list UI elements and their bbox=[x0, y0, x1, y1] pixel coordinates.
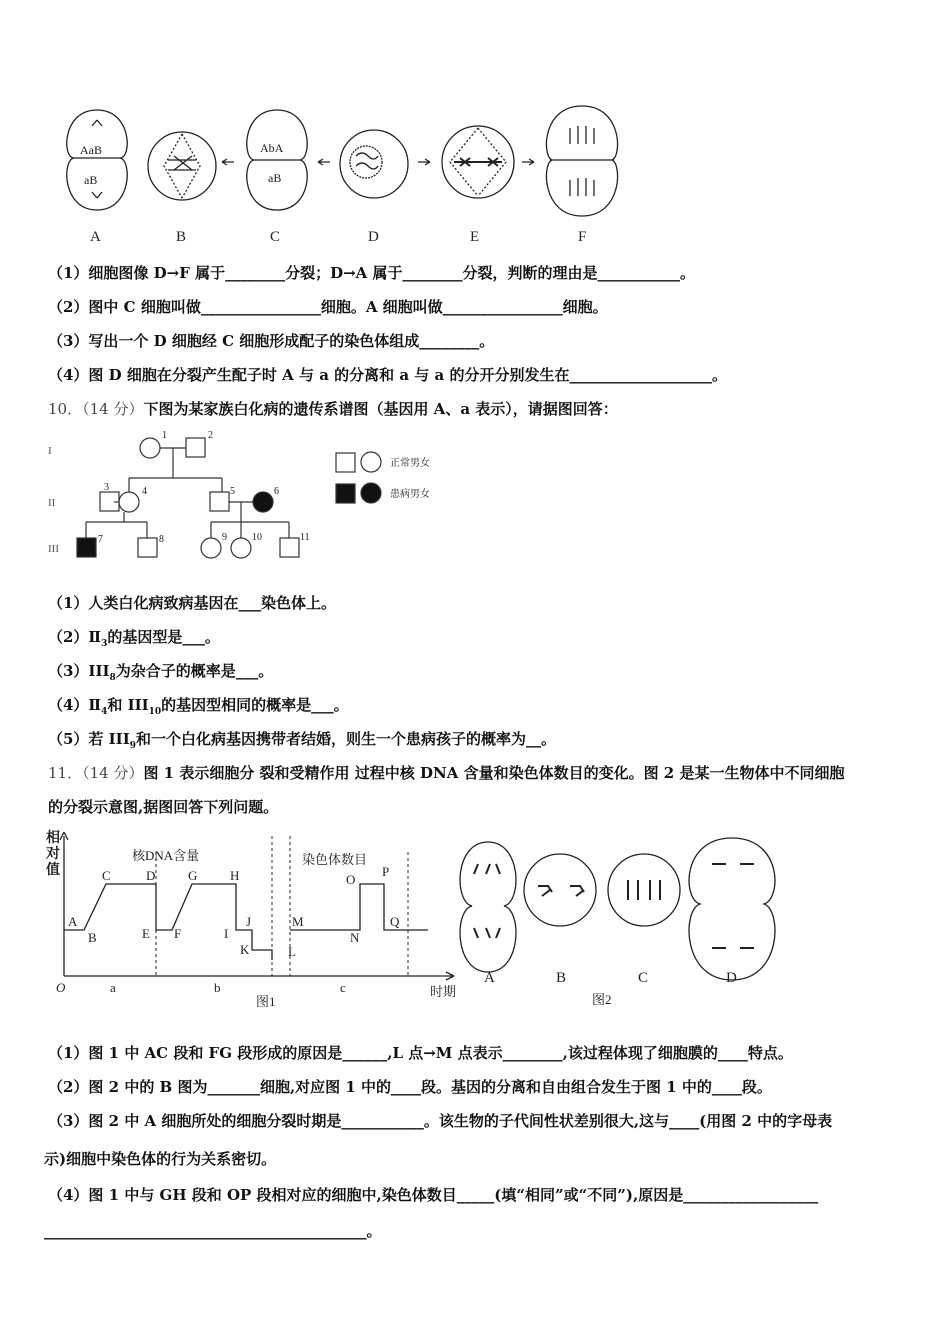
q11-title-2: 的分裂示意图,据图回答下列问题。 bbox=[48, 798, 279, 816]
pt-k: K bbox=[240, 942, 250, 957]
pt-g: G bbox=[188, 868, 198, 883]
cell-b bbox=[148, 132, 216, 200]
ind-8: 8 bbox=[159, 534, 164, 545]
q11-score: （14 分） bbox=[82, 764, 144, 782]
fig2-label-d: D bbox=[726, 970, 737, 986]
fig2-label-a: A bbox=[484, 970, 495, 986]
pt-b: B bbox=[88, 930, 97, 945]
q9-item-2: （2）图中 C 细胞叫做________________细胞。A 细胞叫做________________细胞。 bbox=[48, 298, 608, 316]
pt-m: M bbox=[292, 914, 304, 929]
pt-q: Q bbox=[390, 914, 400, 929]
cell-c-bottom-genes: aB bbox=[268, 171, 282, 185]
q11-heading bbox=[48, 762, 844, 783]
cell-label-d: D bbox=[368, 229, 379, 245]
q10-item-3-b: 为杂合子的概率是___。 bbox=[115, 662, 274, 680]
cell-f bbox=[546, 106, 617, 216]
section-a: a bbox=[110, 980, 116, 995]
q10-item-2-b: 的基因型是___。 bbox=[107, 628, 220, 646]
pt-a: A bbox=[68, 914, 78, 929]
q11-item-4-cont: ___________________________________________。 bbox=[44, 1222, 382, 1240]
pt-c: C bbox=[102, 868, 111, 883]
y-label-3: 值 bbox=[46, 863, 60, 878]
cell-d bbox=[340, 130, 408, 198]
fig2-cells bbox=[452, 832, 786, 1012]
ind-3: 3 bbox=[104, 482, 109, 493]
q10-number: 10． bbox=[48, 400, 83, 418]
cell-a-bottom-genes: aB bbox=[84, 173, 98, 187]
ind-2: 2 bbox=[208, 430, 213, 441]
pt-n: N bbox=[350, 930, 360, 945]
ind-10: 10 bbox=[252, 532, 262, 543]
section-c: c bbox=[340, 980, 346, 995]
q10-item-4 bbox=[48, 694, 349, 717]
fig2-label-c: C bbox=[638, 970, 649, 986]
y-label-2: 对 bbox=[46, 847, 60, 862]
q11-title: 图 1 表示细胞分 裂和受精作用 过程中核 DNA 含量和染色体数目的变化。图 2 是某一生物体中不同细胞 bbox=[143, 764, 845, 782]
q9-item-1: （1）细胞图像 D→F 属于________分裂；D→A 属于________分裂，判断的理由是___________。 bbox=[48, 264, 696, 282]
legend-normal: 正常男女 bbox=[390, 458, 430, 469]
ind-4: 4 bbox=[142, 486, 147, 497]
fig2-label-b: B bbox=[556, 970, 567, 986]
q11-item-1: （1）图 1 中 AC 段和 FG 段形成的原因是______,L 点→M 点表示________,该过程体现了细胞膜的____特点。 bbox=[48, 1044, 793, 1062]
ind-11: 11 bbox=[300, 532, 310, 543]
q11-item-3: （3）图 2 中 A 细胞所处的细胞分裂时期是___________。该生物的子代间性状差别很大,这与____(用图 2 中的字母表 bbox=[48, 1112, 833, 1130]
q10-item-3 bbox=[48, 660, 273, 683]
gen-label-2: II bbox=[48, 497, 56, 509]
q10-title: 下图为某家族白化病的遗传系谱图（基因用 A、a 表示），请据图回答： bbox=[143, 400, 618, 418]
cell-c bbox=[247, 110, 307, 210]
q10-item-5-a: （5）若 III bbox=[48, 730, 130, 748]
chrom-label: 染色体数目 bbox=[302, 852, 368, 867]
dna-label: 核DNA含量 bbox=[132, 848, 200, 863]
cell-a bbox=[67, 110, 127, 210]
cell-label-e: E bbox=[470, 229, 480, 245]
cell-division-figure bbox=[52, 98, 632, 248]
section-b: b bbox=[214, 980, 221, 995]
pt-p: P bbox=[382, 864, 390, 879]
q10-item-5 bbox=[48, 728, 556, 751]
ind-6: 6 bbox=[274, 486, 279, 497]
cell-e bbox=[442, 126, 514, 198]
fig2-caption: 图2 bbox=[592, 992, 612, 1007]
ind-9: 9 bbox=[222, 532, 227, 543]
q10-item-5-b: 和一个白化病基因携带者结婚，则生一个患病孩子的概率为__。 bbox=[135, 730, 556, 748]
cell-c-top-genes: AbA bbox=[260, 141, 284, 155]
q10-item-2-a: （2）Ⅱ bbox=[48, 628, 102, 646]
y-label-1: 相 bbox=[46, 831, 60, 846]
ind-7: 7 bbox=[98, 534, 103, 545]
q10-score: （14 分） bbox=[82, 400, 144, 418]
q10-item-2 bbox=[48, 626, 220, 649]
pt-l: L bbox=[288, 944, 296, 959]
x-axis-label: 时期 bbox=[430, 984, 457, 999]
fig1-caption: 图1 bbox=[256, 994, 276, 1009]
q10-item-3-sub: 8 bbox=[109, 673, 116, 683]
q10-heading bbox=[48, 398, 618, 419]
cell-label-c: C bbox=[270, 229, 281, 245]
legend-affected: 患病男女 bbox=[390, 489, 430, 500]
ind-1: 1 bbox=[162, 430, 167, 441]
q10-item-1: （1）人类白化病致病基因在___染色体上。 bbox=[48, 594, 336, 612]
q11-item-4: （4）图 1 中与 GH 段和 OP 段相对应的细胞中,染色体数目_____(填“相同”或“不同”),原因是__________________ bbox=[48, 1186, 819, 1204]
q10-item-4-sub2: 10 bbox=[148, 707, 162, 717]
q10-item-4-sub: 4 bbox=[101, 707, 108, 717]
q11-item-2: （2）图 2 中的 B 图为_______细胞,对应图 1 中的____段。基因的分离和自由组合发生于图 1 中的____段。 bbox=[48, 1078, 772, 1096]
origin-label: O bbox=[56, 980, 66, 995]
q10-item-5-sub: 9 bbox=[129, 741, 136, 751]
dna-chromosome-graph bbox=[44, 826, 464, 1016]
cell-label-a: A bbox=[90, 229, 101, 245]
pt-j: J bbox=[246, 914, 252, 929]
q10-item-3-a: （3）III bbox=[48, 662, 110, 680]
q10-item-2-sub: 3 bbox=[101, 639, 108, 649]
gen-label-1: I bbox=[48, 445, 52, 457]
cell-a-top-genes: AaB bbox=[80, 143, 102, 157]
pt-i: I bbox=[224, 926, 229, 941]
gen-label-3: III bbox=[48, 543, 59, 555]
q9-item-3: （3）写出一个 D 细胞经 C 细胞形成配子的染色体组成________。 bbox=[48, 332, 495, 350]
pt-o: O bbox=[346, 872, 356, 887]
q10-item-4-a: （4）Ⅱ bbox=[48, 696, 102, 714]
cell-label-f: F bbox=[578, 229, 587, 245]
q11-number: 11． bbox=[48, 764, 83, 782]
q9-item-4: （4）图 D 细胞在分裂产生配子时 A 与 a 的分离和 a 与 a 的分开分别发生在___________________。 bbox=[48, 366, 727, 384]
q10-item-4-c: 的基因型相同的概率是___。 bbox=[161, 696, 349, 714]
pt-d: D bbox=[146, 868, 156, 883]
q11-item-3-cont: 示)细胞中染色体的行为关系密切。 bbox=[44, 1150, 277, 1168]
ind-5: 5 bbox=[230, 486, 235, 497]
pt-f: F bbox=[174, 926, 182, 941]
pt-h: H bbox=[230, 868, 240, 883]
q10-item-4-b: 和 III bbox=[107, 696, 149, 714]
cell-label-b: B bbox=[176, 229, 187, 245]
pedigree-figure bbox=[44, 426, 464, 566]
pt-e: E bbox=[142, 926, 150, 941]
